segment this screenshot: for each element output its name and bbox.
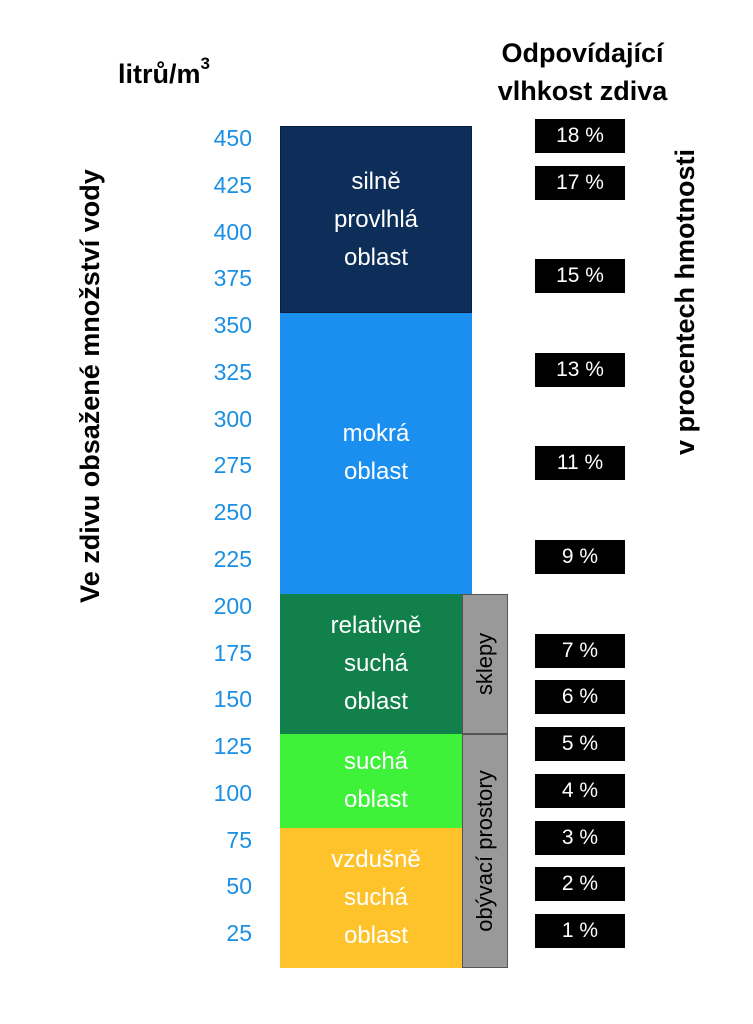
room-type-box — [462, 734, 508, 968]
tick-label: 425 — [213, 171, 252, 198]
percent-badge: 17 % — [535, 166, 625, 200]
unit-label: litrů/$m^3$ — [118, 54, 210, 89]
tick-label: 100 — [213, 779, 252, 806]
tick-label: 75 — [226, 826, 252, 853]
zone-block — [280, 313, 472, 594]
percent-badge: 7 % — [535, 634, 625, 668]
zone-label: vzdušně suchá oblast — [331, 845, 421, 949]
percent-badge: 1 % — [535, 914, 625, 948]
room-type-label: sklepy — [472, 632, 498, 696]
zone-block — [280, 126, 472, 313]
zone-label: silně provlhlá oblast — [333, 167, 419, 271]
tick-label: 300 — [213, 405, 252, 432]
room-type-box — [462, 594, 508, 734]
percent-badge: 13 % — [535, 353, 625, 387]
tick-label: 175 — [213, 639, 252, 666]
tick-label: 275 — [213, 452, 252, 479]
tick-label: 125 — [213, 733, 252, 760]
percent-badge: 2 % — [535, 867, 625, 901]
tick-label: 200 — [213, 592, 252, 619]
tick-label: 450 — [213, 125, 252, 151]
percent-badge: 3 % — [535, 821, 625, 855]
tick-label: 325 — [213, 358, 252, 385]
tick-label: 50 — [226, 873, 252, 900]
zone-block — [280, 734, 472, 828]
tick-label: 350 — [213, 312, 252, 339]
moisture-title-line1: Odpovídající — [501, 38, 664, 68]
left-axis-title: Ve zdivu obsažené množství vody — [75, 169, 105, 603]
percent-badge: 11 % — [535, 446, 625, 480]
zone-label: suchá oblast — [343, 747, 409, 813]
percent-badge: 18 % — [535, 119, 625, 153]
percent-badge: 4 % — [535, 774, 625, 808]
room-type-label: obývací prostory — [472, 770, 497, 932]
tick-label: 225 — [213, 546, 252, 572]
unit-superscript: 3 — [200, 54, 210, 73]
zone-block — [280, 594, 472, 734]
tick-label: 25 — [226, 920, 252, 947]
tick-label: 250 — [213, 499, 252, 526]
tick-label: 375 — [213, 265, 252, 292]
zone-block — [280, 828, 472, 968]
zone-label: relativně suchá oblast — [330, 611, 422, 715]
moisture-title-line2: vlhkost zdiva — [497, 76, 668, 106]
tick-label: 150 — [213, 686, 252, 713]
percent-badge: 6 % — [535, 680, 625, 714]
right-axis-title: v procentech hmotnosti — [670, 148, 700, 456]
zone-label: mokrá oblast — [342, 420, 410, 486]
percent-badge: 9 % — [535, 540, 625, 574]
percent-badge: 5 % — [535, 727, 625, 761]
tick-label: 400 — [213, 218, 252, 245]
percent-badge: 15 % — [535, 259, 625, 293]
moisture-title — [455, 34, 710, 110]
